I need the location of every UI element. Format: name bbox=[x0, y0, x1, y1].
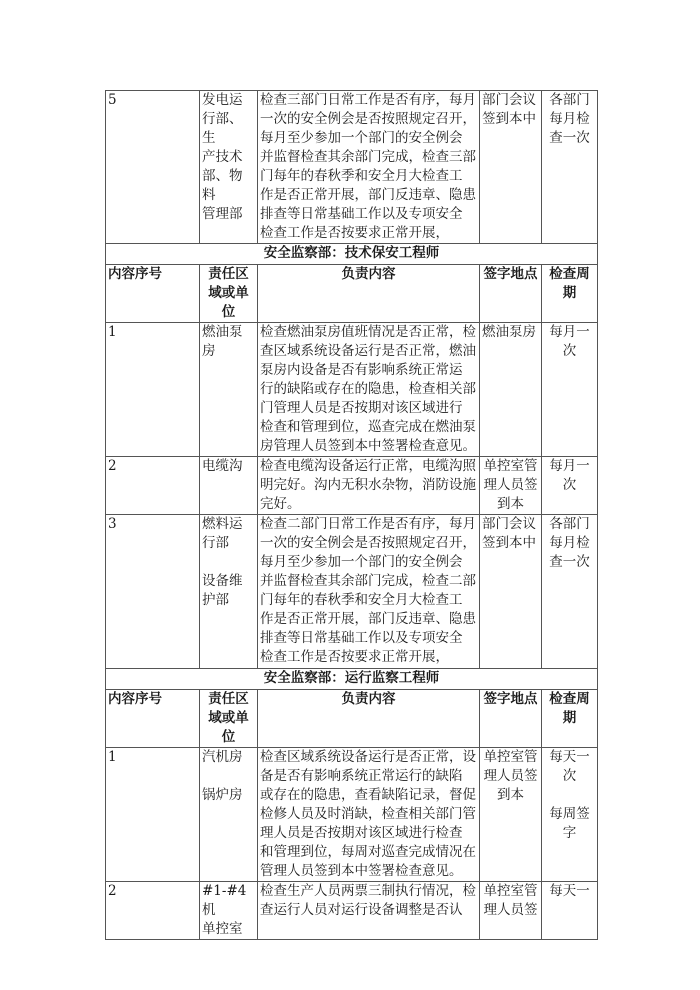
check-period: 每月一 次 bbox=[542, 323, 598, 457]
row-number: 1 bbox=[106, 323, 200, 457]
check-period: 每天一 bbox=[542, 882, 598, 940]
table-row bbox=[106, 457, 598, 515]
sign-location: 单控室管 理人员签 bbox=[480, 882, 542, 940]
row-number: 2 bbox=[106, 457, 200, 515]
check-period: 每天一 次 每周签 字 bbox=[542, 748, 598, 882]
sign-location: 燃油泵房 bbox=[480, 323, 542, 457]
check-period: 各部门 每月检 查一次 bbox=[542, 91, 598, 244]
header-area: 责任区 域或单 位 bbox=[200, 265, 258, 323]
header-num: 内容序号 bbox=[106, 265, 200, 323]
header-num: 内容序号 bbox=[106, 690, 200, 748]
table-row bbox=[106, 748, 598, 882]
section-title: 安全监察部：运行监察工程师 bbox=[106, 669, 598, 690]
header-row bbox=[106, 265, 598, 323]
duty-content: 检查生产人员两票三制执行情况，检 查运行人员对运行设备调整是否认 bbox=[258, 882, 480, 940]
duty-content: 检查二部门日常工作是否有序，每月 一次的安全例会是否按照规定召开， 每月至少参加一个部门的安全例会 并监督检查其余部门完成，检查二部 门每年的春秋季和安全月大检查工 作是否正常开展，部门反违章、隐患 排查等日常基础工作以及专项安全 检查工作是否按要求正常开展， bbox=[258, 515, 480, 669]
sign-location: 部门会议 签到本中 bbox=[480, 91, 542, 244]
table-row bbox=[106, 91, 598, 244]
table-row bbox=[106, 323, 598, 457]
header-content: 负责内容 bbox=[258, 690, 480, 748]
row-number: 5 bbox=[106, 91, 200, 244]
header-period: 检查周 期 bbox=[542, 265, 598, 323]
duty-content: 检查电缆沟设备运行正常，电缆沟照 明完好。沟内无积水杂物，消防设施 完好。 bbox=[258, 457, 480, 515]
header-row bbox=[106, 690, 598, 748]
responsible-area: 燃油泵 房 bbox=[200, 323, 258, 457]
responsible-area: 汽机房 锅炉房 bbox=[200, 748, 258, 882]
check-period: 每月一 次 bbox=[542, 457, 598, 515]
duty-content: 检查三部门日常工作是否有序，每月 一次的安全例会是否按照规定召开， 每月至少参加一个部门的安全例会 并监督检查其余部门完成，检查三部 门每年的春秋季和安全月大检查工 作是否正常开展，部门反违章、隐患 排查等日常基础工作以及专项安全 检查工作是否按要求正常开展， bbox=[258, 91, 480, 244]
table-row bbox=[106, 515, 598, 669]
sign-location: 单控室管 理人员签 到本 bbox=[480, 457, 542, 515]
check-period: 各部门 每月检 查一次 bbox=[542, 515, 598, 669]
header-content: 负责内容 bbox=[258, 265, 480, 323]
duty-content: 检查燃油泵房值班情况是否正常，检 查区域系统设备运行是否正常，燃油 泵房内设备是否有影响系统正常运 行的缺陷或存在的隐患，检查相关部 门管理人员是否按期对该区域进行 检查和管理到位，巡查完成在燃油泵 房管理人员签到本中签署检查意见。 bbox=[258, 323, 480, 457]
header-sign: 签字地点 bbox=[480, 690, 542, 748]
row-number: 2 bbox=[106, 882, 200, 940]
section-title: 安全监察部：技术保安工程师 bbox=[106, 244, 598, 265]
row-number: 3 bbox=[106, 515, 200, 669]
duty-content: 检查区域系统设备运行是否正常，设 备是否有影响系统正常运行的缺陷 或存在的隐患，查看缺陷记录，督促 检修人员及时消缺，检查相关部门管 理人员是否按期对该区域进行检查 和管理到位，每周对巡查完成情况在 管理人员签到本中签署检查意见。 bbox=[258, 748, 480, 882]
sign-location: 单控室管 理人员签 到本 bbox=[480, 748, 542, 882]
responsible-area: #1-#4 机 单控室 bbox=[200, 882, 258, 940]
sign-location: 部门会议 签到本中 bbox=[480, 515, 542, 669]
header-sign: 签字地点 bbox=[480, 265, 542, 323]
responsible-area: 发电运 行部、生 产技术 部、物料 管理部 bbox=[200, 91, 258, 244]
responsible-area: 燃料运 行部 设备维 护部 bbox=[200, 515, 258, 669]
responsible-area: 电缆沟 bbox=[200, 457, 258, 515]
header-area: 责任区 域或单 位 bbox=[200, 690, 258, 748]
header-period: 检查周 期 bbox=[542, 690, 598, 748]
duty-table bbox=[105, 90, 598, 940]
row-number: 1 bbox=[106, 748, 200, 882]
table-row bbox=[106, 882, 598, 940]
